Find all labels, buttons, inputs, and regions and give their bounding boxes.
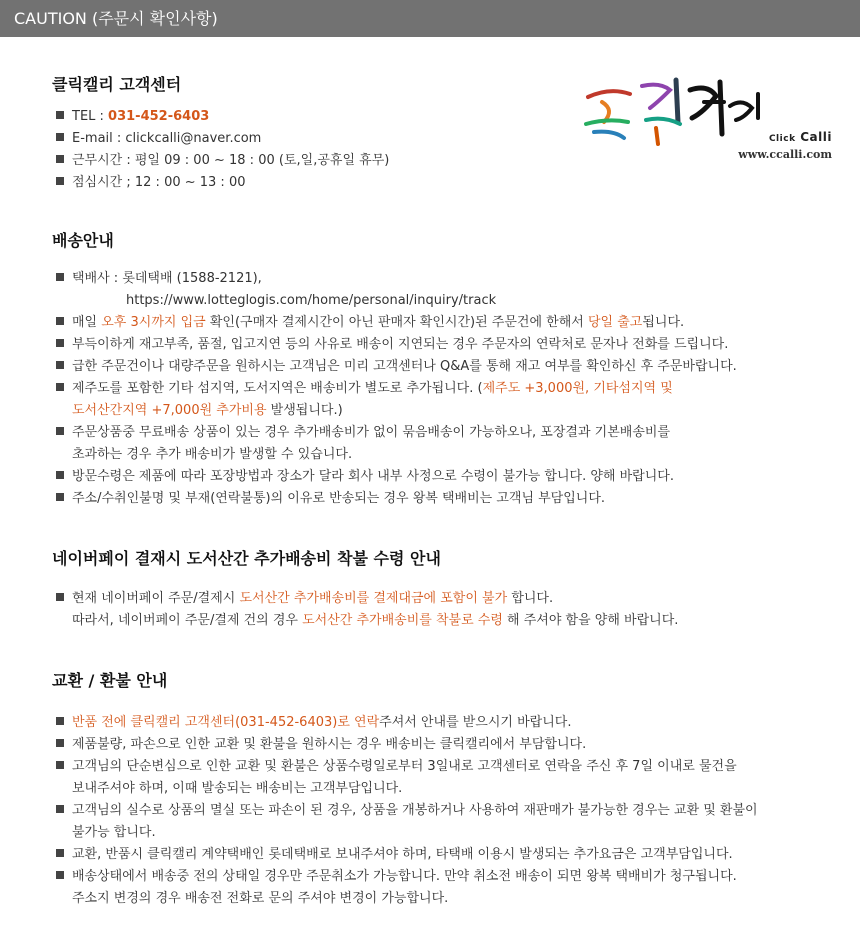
refund-status: 배송상태에서 배송중 전의 상태일 경우만 주문취소가 가능합니다. 만약 취소전 배송이 되면 왕복 택배비가 청구됩니다.: [56, 866, 816, 888]
refund-change: 고객님의 단순변심으로 인한 교환 및 환불은 상품수령일로부터 3일내로 고객센터로 연락을 주신 후 7일 이내로 물건을: [56, 756, 816, 778]
bullet-icon: [56, 471, 64, 479]
courier-tracking-url: https://www.lotteglogis.com/home/personal/inquiry/track: [126, 293, 497, 308]
delivery-courier: 택배사 : 롯데택배 (1588-2121),: [56, 268, 816, 290]
bullet-icon: [56, 739, 64, 747]
bullet-icon: [56, 177, 64, 185]
cs-hours: 근무시간 : 평일 09 : 00 ~ 18 : 00 (토,일,공휴일 휴무): [56, 150, 816, 172]
brand-name-click: Click: [768, 134, 796, 144]
cs-lunch: 점심시간 ; 12 : 00 ~ 13 : 00: [56, 172, 816, 194]
cs-tel: TEL : 031-452-6403: [56, 106, 816, 128]
bullet-icon: [56, 273, 64, 281]
bullet-icon: [56, 383, 64, 391]
bullet-icon: [56, 761, 64, 769]
delivery-urgent: 급한 주문건이나 대량주문을 원하시는 고객님은 미리 고객센터나 Q&A를 통해 재고 여부를 확인하신 후 주문바랍니다.: [56, 356, 816, 378]
cs-title: 클릭캘리 고객센터: [52, 75, 182, 94]
tel-number: 031-452-6403: [108, 109, 210, 124]
cs-email: E-mail : clickcalli@naver.com: [56, 128, 816, 150]
naverpay-line-1: 현재 네이버페이 주문/결제시 도서산간 추가배송비를 결제대금에 포함이 불가 합니다.: [56, 588, 816, 610]
refund-mistake-cont: 불가능 합니다.: [72, 825, 156, 840]
bullet-icon: [56, 427, 64, 435]
brand-url: www.ccalli.com: [738, 148, 832, 161]
delivery-island: 제주도를 포함한 기타 섬지역, 도서지역은 배송비가 별도로 추가됩니다. (제주도 +3,000원, 기타섬지역 및: [56, 378, 816, 400]
naverpay-line-2: 따라서, 네이버페이 주문/결제 건의 경우 도서산간 추가배송비를 착불로 수령 해 주셔야 함을 양해 바랍니다.: [72, 613, 679, 628]
delivery-free-cont: 초과하는 경우 추가 배송비가 발생할 수 있습니다.: [72, 447, 353, 462]
delivery-list: [56, 268, 816, 510]
refund-courier: 교환, 반품시 클릭캘리 계약택배인 롯데택배로 보내주셔야 하며, 타택배 이용시 발생되는 추가요금은 고객부담입니다.: [56, 844, 816, 866]
bullet-icon: [56, 805, 64, 813]
refund-list: [56, 712, 816, 910]
bullet-icon: [56, 593, 64, 601]
bullet-icon: [56, 133, 64, 141]
brand-name-calli: Calli: [800, 130, 832, 144]
delivery-address: 주소/수취인불명 및 부재(연락불통)의 이유로 반송되는 경우 왕복 택배비는 고객님 부담입니다.: [56, 488, 816, 510]
delivery-free: 주문상품중 무료배송 상품이 있는 경우 추가배송비가 없이 묶음배송이 가능하오나, 포장결과 기본배송비를: [56, 422, 816, 444]
naverpay-list: [56, 588, 816, 632]
delivery-pickup: 방문수령은 제품에 따라 포장방법과 장소가 달라 회사 내부 사정으로 수령이 불가능 합니다. 양해 바랍니다.: [56, 466, 816, 488]
bullet-icon: [56, 155, 64, 163]
delivery-island-cont: 도서산간지역 +7,000원 추가비용 발생됩니다.): [72, 403, 343, 418]
bullet-icon: [56, 717, 64, 725]
caution-title: CAUTION (주문시 확인사항): [14, 9, 218, 28]
cs-list: [56, 106, 816, 194]
bullet-icon: [56, 361, 64, 369]
bullet-icon: [56, 339, 64, 347]
refund-change-cont: 보내주셔야 하며, 이때 발송되는 배송비는 고객부담입니다.: [72, 781, 403, 796]
delivery-title: 배송안내: [52, 231, 114, 250]
naverpay-title: 네이버페이 결재시 도서산간 추가배송비 착불 수령 안내: [52, 549, 441, 568]
delivery-delay: 부득이하게 재고부족, 품절, 입고지연 등의 사유로 배송이 지연되는 경우 주문자의 연락처로 문자나 전화를 드립니다.: [56, 334, 816, 356]
bullet-icon: [56, 849, 64, 857]
refund-contact: 반품 전에 클릭캘리 고객센터(031-452-6403)로 연락주셔서 안내를 받으시기 바랍니다.: [56, 712, 816, 734]
refund-status-cont: 주소지 변경의 경우 배송전 전화로 문의 주셔야 변경이 가능합니다.: [72, 891, 449, 906]
refund-title: 교환 / 환불 안내: [52, 671, 168, 690]
refund-defect: 제품불량, 파손으로 인한 교환 및 환불을 원하시는 경우 배송비는 클릭캘리에서 부담합니다.: [56, 734, 816, 756]
bullet-icon: [56, 493, 64, 501]
bullet-icon: [56, 111, 64, 119]
bullet-icon: [56, 871, 64, 879]
refund-mistake: 고객님의 실수로 상품의 멸실 또는 파손이 된 경우, 상품을 개봉하거나 사용하여 재판매가 불가능한 경우는 교환 및 환불이: [56, 800, 816, 822]
bullet-icon: [56, 317, 64, 325]
caution-header: [0, 0, 860, 37]
delivery-daily: 매일 오후 3시까지 입금 확인(구매자 결제시간이 아닌 판매자 확인시간)된 주문건에 한해서 당일 출고됩니다.: [56, 312, 816, 334]
